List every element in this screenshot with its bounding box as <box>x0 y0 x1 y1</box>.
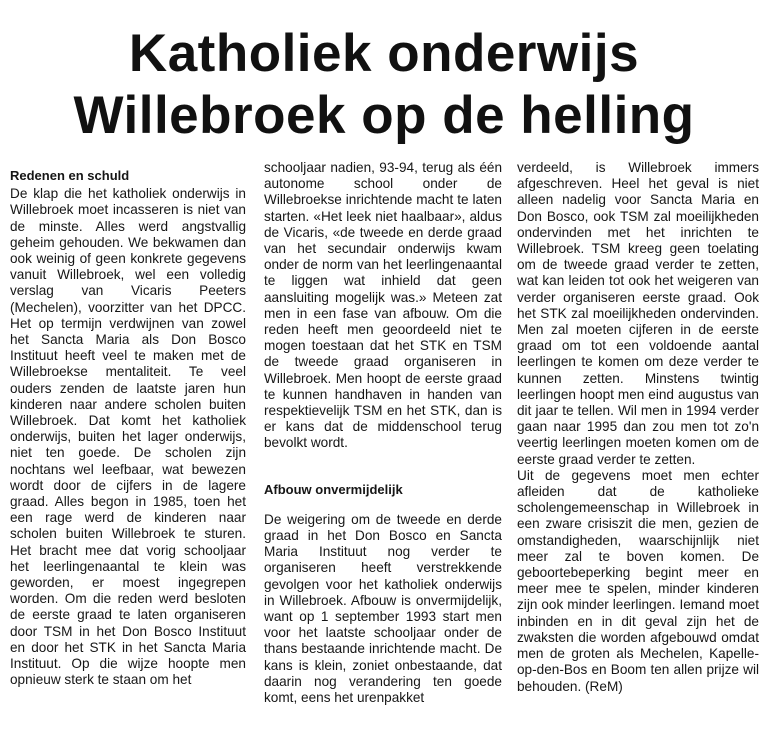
article-column-1 <box>10 160 246 689</box>
article-column-2 <box>264 160 502 706</box>
subheading-redenen: Redenen en schuld <box>10 168 130 183</box>
headline-line-2: Willebroek op de helling <box>73 86 695 145</box>
column-3-body-top: verdeeld, is Willebroek immers afgeschreven. Heel het geval is niet alleen nadelig voor Sancta Maria en Don Bosco, ook TSM zal moeilijkheden ondervinden met het inrichten te Willebroek. TSM kreeg geen toelating om de tweede graad verder te zetten, wat kan leiden tot ook het weigeren van verder organiseren eerste graad. Ook het STK zal moeilijkheden ondervinden. Men zal moeten cijferen in de eerste graad om tot een voldoende aantal leerlingen te komen om deze verder te kunnen zetten. Minstens twintig leerlingen hoopt men eind augustus van dit jaar te tellen. Wil men in 1994 verder gaan naar 1995 dan zou men tot zo'n veertig leerlingen moeten komen om de eerste graad verder te zetten. <box>517 160 759 467</box>
column-2-body-bottom: De weigering om de tweede en derde graad in het Don Bosco en Sancta Maria Instituut nog verder te organiseren heeft verstrekkende gevolgen voor het katholiek onderwijs in Willebroek. Afbouw is onvermijdelijk, want op 1 september 1993 start men voor het laatste schooljaar onder de thans bestaande inrichtende macht. De kans is klein, zoniet onbestaande, dat daarin nog verandering ten goede komt, eens het urenpakket <box>264 511 502 706</box>
column-2-body-top: schooljaar nadien, 93-94, terug als één autonome school onder de Willebroekse inrichtende macht te laten starten. «Het leek niet haalbaar», aldus de Vicaris, «de tweede en derde graad van het secundair onderwijs kwam onder de norm van het leerlingenaantal te liggen wat inhield dat geen aansluiting mogelijk was.» Meteen zat men in een fase van afbouw. Om die reden heeft men geoordeeld niet te mogen toestaan dat het STK en TSM de tweede graad organiseren in Willebroek. Men hoopt de eerste graad te kunnen handhaven in handen van respektievelijk TSM en het STK, dan is er kans dat de middenschool terug bevolkt wordt. <box>264 160 502 451</box>
column-1-body: De klap die het katholiek onderwijs in Willebroek moet incasseren is niet van de minste. Alles werd angstvallig geheim gehouden. We bekwamen dan ook weinig of geen konkrete gegevens vanuit Willebroek, wel een volledig verslag van Vicaris Peeters (Mechelen), voorzitter van het DPCC. Het op termijn verdwijnen van zowel het Sancta Maria als Don Bosco Instituut heeft veel te maken met de Willebroekse mentaliteit. Te veel ouders zenden de laatste jaren hun kinderen naar andere scholen buiten Willebroek. Dat komt het katholiek onderwijs, buiten het lager onderwijs, niet ten goede. De scholen zijn nochtans wel leefbaar, wat bewezen wordt door de cijfers in de lagere graad. Alles begon in 1985, toen het een rage werd de kinderen naar scholen buiten Willebroek te sturen. Het bracht mee dat vorig schooljaar het leerlingenaantal te klein was geworden, er moest ingegrepen worden. Om die reden werd besloten de eerste graad te laten organiseren door TSM in het Don Bosco Instituut en door het STK in het Sancta Maria Instituut. Op die wijze hoopte men opnieuw sterk te staan om het <box>10 186 246 688</box>
column-3-body-bottom: Uit de gegevens moet men echter afleiden dat de katholieke scholengemeenschap in Willebroek in een zware crisiszit die men, gezien de omstandigheden, waarschijnlijk niet meer zal te boven komen. De geboortebeperking begint meer en meer mee te spelen, minder kinderen zijn ook minder leerlingen. Iemand moet inbinden en in dit geval zijn het de zwaksten die worden afgebouwd omdat men de groten als Mechelen, Kapelle-op-den-Bos en Boom ten allen prijze wil behouden. (ReM) <box>517 467 759 694</box>
subheading-afbouw: Afbouw onvermijdelijk <box>264 481 403 497</box>
article-column-3 <box>517 160 759 695</box>
headline-line-1: Katholiek onderwijs <box>128 24 640 83</box>
